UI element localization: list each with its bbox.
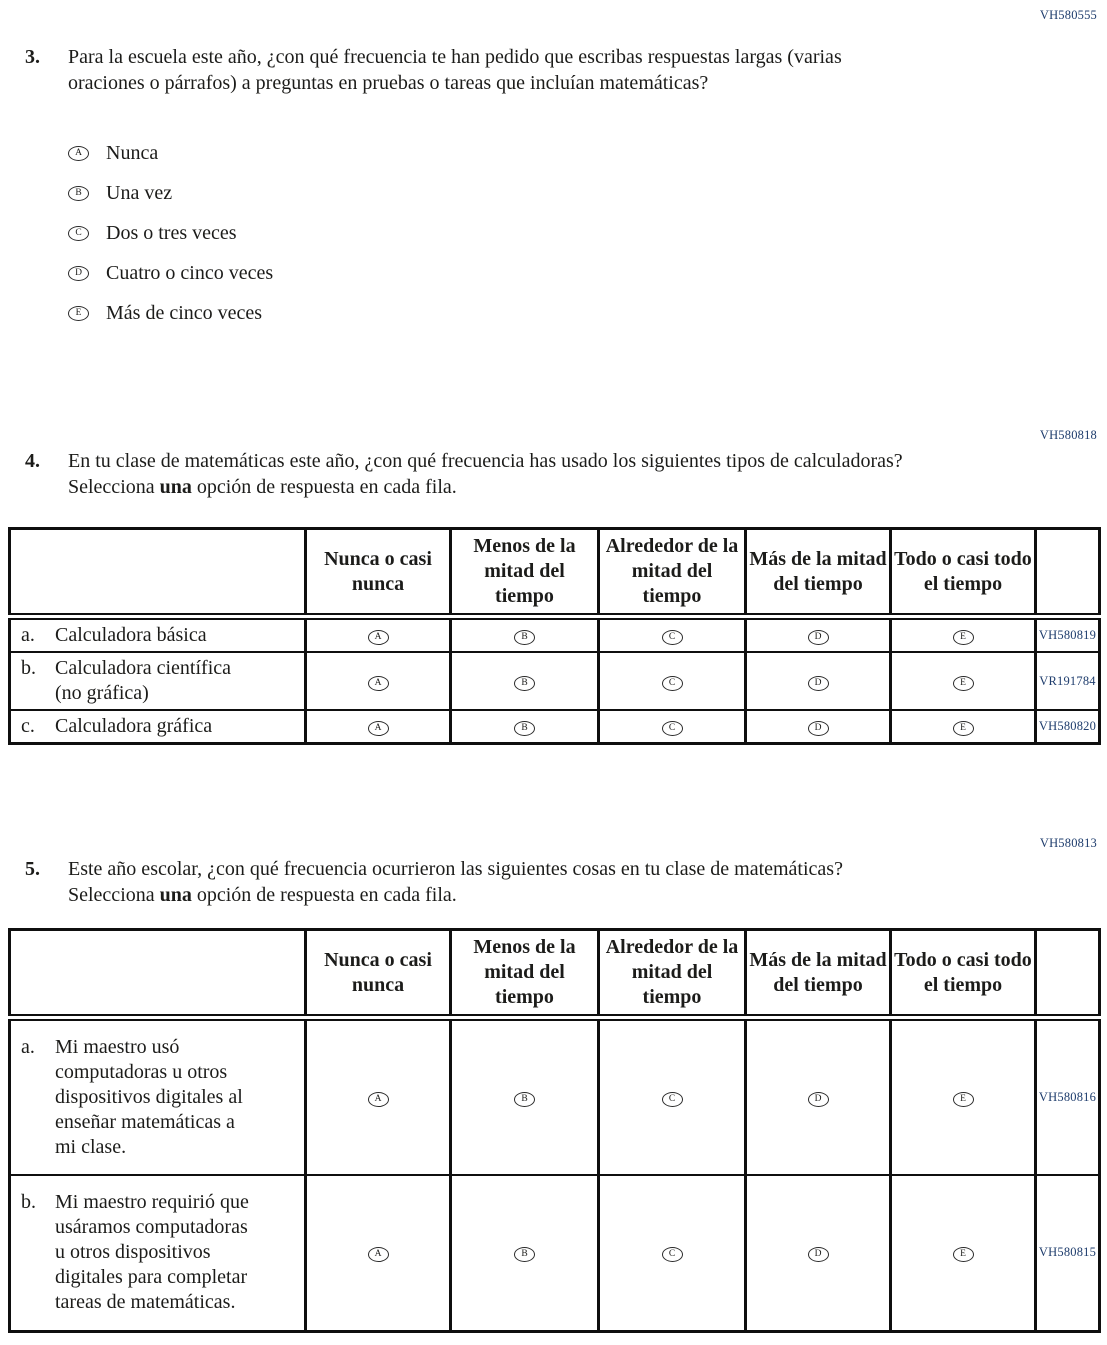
- question-5: [25, 856, 926, 908]
- q4-row-a-label: [10, 617, 306, 653]
- q5-header-code-col: [1036, 930, 1100, 1018]
- q4-row-c-option-e[interactable]: [891, 710, 1036, 744]
- bubble-c-icon[interactable]: C: [662, 721, 683, 736]
- q4-row-b-option-e[interactable]: [891, 652, 1036, 710]
- bubble-a-icon[interactable]: A: [68, 146, 89, 161]
- q4-header-col: Más de la mitad del tiempo: [746, 529, 891, 617]
- option-cuatro-o-cinco[interactable]: [68, 253, 273, 293]
- question-5-text-pre: Este año escolar, ¿con qué frecuencia ocurrieron las siguientes cosas en tu clase de matemáticas? Selecciona: [68, 858, 843, 906]
- q4-row-a-code: VH580819: [1036, 617, 1100, 653]
- q5-row-a-option-a[interactable]: [306, 1018, 451, 1175]
- row-label-text: Mi maestro requirió que usáramos computadoras u otros dispositivos digitales para completar tareas de matemáticas.: [55, 1191, 249, 1314]
- q5-row-a: [10, 1018, 1100, 1175]
- q4-row-c: [10, 710, 1100, 744]
- row-label-text: Calculadora científica (no gráfica): [55, 657, 232, 704]
- bubble-d-icon[interactable]: D: [808, 721, 829, 736]
- q5-row-b-option-c[interactable]: [599, 1175, 746, 1332]
- q4-row-a-option-d[interactable]: [746, 617, 891, 653]
- q5-header-stub: [10, 930, 306, 1018]
- option-label: Más de cinco veces: [106, 301, 263, 324]
- q4-row-b-option-c[interactable]: [599, 652, 746, 710]
- row-prefix: a.: [21, 1035, 35, 1058]
- q4-header-stub: [10, 529, 306, 617]
- bubble-d-icon[interactable]: D: [68, 266, 89, 281]
- q4-row-b-code: VR191784: [1036, 652, 1100, 710]
- q4-row-c-option-b[interactable]: [451, 710, 599, 744]
- q5-header-col: Más de la mitad del tiempo: [746, 930, 891, 1018]
- bubble-e-icon[interactable]: E: [953, 630, 974, 645]
- question-4-code: VH580818: [1039, 428, 1097, 442]
- bubble-e-icon[interactable]: E: [953, 1247, 974, 1262]
- bubble-b-icon[interactable]: B: [514, 630, 535, 645]
- question-3-text: Para la escuela este año, ¿con qué frecuencia te han pedido que escribas respuestas largas (varias oraciones o párrafos) a preguntas en pruebas o tareas que incluían matemáticas?: [68, 46, 842, 94]
- q4-row-b-option-d[interactable]: [746, 652, 891, 710]
- row-prefix: c.: [21, 715, 35, 737]
- row-label-text: Calculadora gráfica: [55, 715, 213, 737]
- q4-row-a: [10, 617, 1100, 653]
- option-label: Nunca: [106, 141, 159, 164]
- q5-header-row: [10, 930, 1100, 1018]
- option-label: Cuatro o cinco veces: [106, 261, 274, 284]
- q5-row-a-label: [10, 1018, 306, 1175]
- question-5-code: VH580813: [1039, 836, 1097, 850]
- q4-row-c-label: [10, 710, 306, 744]
- bubble-e-icon[interactable]: E: [68, 306, 89, 321]
- question-3-number: 3.: [25, 46, 40, 68]
- q4-row-a-option-a[interactable]: [306, 617, 451, 653]
- bubble-c-icon[interactable]: C: [662, 630, 683, 645]
- q4-row-c-option-c[interactable]: [599, 710, 746, 744]
- q5-row-b-option-e[interactable]: [891, 1175, 1036, 1332]
- q4-row-c-option-a[interactable]: [306, 710, 451, 744]
- question-5-number: 5.: [25, 858, 40, 880]
- question-4: [25, 448, 926, 500]
- bubble-b-icon[interactable]: B: [514, 1247, 535, 1262]
- q4-row-c-option-d[interactable]: [746, 710, 891, 744]
- row-prefix: b.: [21, 657, 36, 679]
- bubble-e-icon[interactable]: E: [953, 1092, 974, 1107]
- question-4-number: 4.: [25, 450, 40, 472]
- question-3-options: [68, 133, 273, 333]
- bubble-e-icon[interactable]: E: [953, 676, 974, 691]
- q5-row-b: [10, 1175, 1100, 1332]
- q4-header-col: Nunca o casi nunca: [306, 529, 451, 617]
- q5-row-a-option-d[interactable]: [746, 1018, 891, 1175]
- q5-header-col: Menos de la mitad del tiempo: [451, 930, 599, 1018]
- question-3: [25, 44, 918, 96]
- bubble-b-icon[interactable]: B: [514, 721, 535, 736]
- q4-header-code-col: [1036, 529, 1100, 617]
- q4-response-table: [8, 527, 1101, 745]
- q5-header-col: Alrededor de la mitad del tiempo: [599, 930, 746, 1018]
- q4-header-col: Alrededor de la mitad del tiempo: [599, 529, 746, 617]
- q4-row-a-option-e[interactable]: [891, 617, 1036, 653]
- q4-header-col: Todo o casi todo el tiempo: [891, 529, 1036, 617]
- q5-row-b-label: [10, 1175, 306, 1332]
- q5-response-table: [8, 928, 1101, 1333]
- q4-row-b-option-b[interactable]: [451, 652, 599, 710]
- option-dos-o-tres[interactable]: [68, 213, 273, 253]
- question-5-text: [68, 856, 926, 908]
- option-mas-de-cinco[interactable]: [68, 293, 273, 333]
- q5-row-b-code: VH580815: [1036, 1175, 1100, 1332]
- q4-row-a-option-b[interactable]: [451, 617, 599, 653]
- q5-row-b-option-b[interactable]: [451, 1175, 599, 1332]
- bubble-d-icon[interactable]: D: [808, 1247, 829, 1262]
- question-4-text-bold: una: [159, 476, 192, 498]
- bubble-d-icon[interactable]: D: [808, 1092, 829, 1107]
- q4-row-b: [10, 652, 1100, 710]
- bubble-a-icon[interactable]: A: [368, 630, 389, 645]
- option-nunca[interactable]: [68, 133, 273, 173]
- option-una-vez[interactable]: [68, 173, 273, 213]
- question-5-text-bold: una: [159, 884, 192, 906]
- bubble-d-icon[interactable]: D: [808, 630, 829, 645]
- row-label-text: Calculadora básica: [55, 624, 207, 646]
- option-label: Dos o tres veces: [106, 221, 237, 244]
- row-prefix: b.: [21, 1191, 36, 1214]
- bubble-c-icon[interactable]: C: [68, 226, 89, 241]
- bubble-a-icon[interactable]: A: [368, 676, 389, 691]
- bubble-b-icon[interactable]: B: [514, 676, 535, 691]
- q4-header-row: [10, 529, 1100, 617]
- q5-row-a-option-c[interactable]: [599, 1018, 746, 1175]
- question-5-text-post: opción de respuesta en cada fila.: [191, 884, 457, 906]
- q5-row-a-code: VH580816: [1036, 1018, 1100, 1175]
- bubble-a-icon[interactable]: A: [368, 1247, 389, 1262]
- q5-header-col: Todo o casi todo el tiempo: [891, 930, 1036, 1018]
- q4-header-col: Menos de la mitad del tiempo: [451, 529, 599, 617]
- bubble-a-icon[interactable]: A: [368, 1092, 389, 1107]
- q5-header-col: Nunca o casi nunca: [306, 930, 451, 1018]
- bubble-d-icon[interactable]: D: [808, 676, 829, 691]
- question-4-text: [68, 448, 926, 500]
- q5-row-b-option-d[interactable]: [746, 1175, 891, 1332]
- q5-row-a-option-e[interactable]: [891, 1018, 1036, 1175]
- bubble-c-icon[interactable]: C: [662, 1247, 683, 1262]
- bubble-a-icon[interactable]: A: [368, 721, 389, 736]
- q4-row-a-option-c[interactable]: [599, 617, 746, 653]
- row-label-text: Mi maestro usó computadoras u otros dispositivos digitales al enseñar matemáticas a mi clase.: [55, 1035, 243, 1158]
- q4-row-c-code: VH580820: [1036, 710, 1100, 744]
- bubble-e-icon[interactable]: E: [953, 721, 974, 736]
- bubble-c-icon[interactable]: C: [662, 1092, 683, 1107]
- q5-row-b-option-a[interactable]: [306, 1175, 451, 1332]
- bubble-b-icon[interactable]: B: [68, 186, 89, 201]
- row-prefix: a.: [21, 624, 35, 646]
- q4-row-b-label: [10, 652, 306, 710]
- bubble-c-icon[interactable]: C: [662, 676, 683, 691]
- question-4-text-pre: En tu clase de matemáticas este año, ¿con qué frecuencia has usado los siguientes tipos de calculadoras? Selecciona: [68, 450, 903, 498]
- question-4-text-post: opción de respuesta en cada fila.: [191, 476, 457, 498]
- bubble-b-icon[interactable]: B: [514, 1092, 535, 1107]
- q4-row-b-option-a[interactable]: [306, 652, 451, 710]
- q5-row-a-option-b[interactable]: [451, 1018, 599, 1175]
- question-3-code: VH580555: [1039, 8, 1097, 22]
- option-label: Una vez: [106, 181, 173, 204]
